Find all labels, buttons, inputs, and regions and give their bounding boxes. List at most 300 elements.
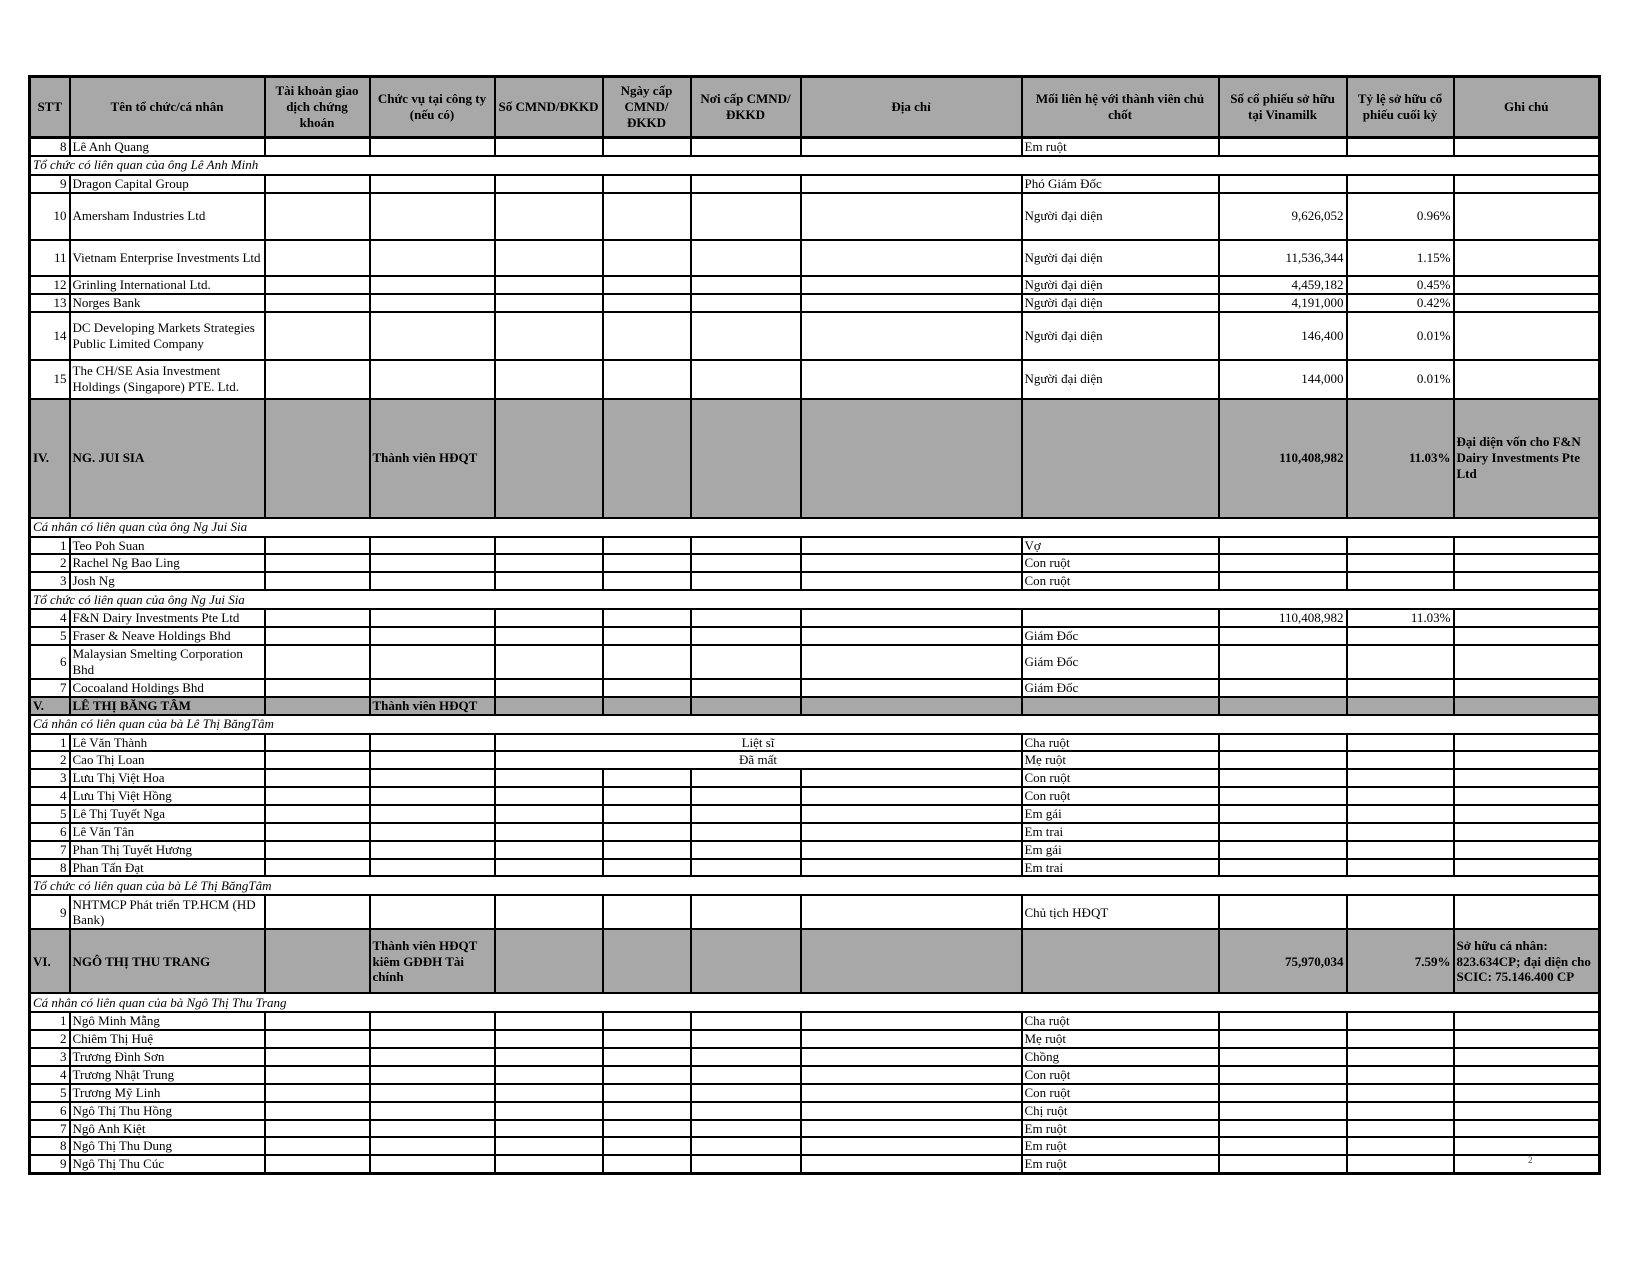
cell-note (1454, 537, 1600, 555)
cell-id-number (495, 1120, 603, 1138)
cell-name: Trương Mỹ Linh (70, 1084, 265, 1102)
cell-id-issue-place (691, 841, 801, 859)
cell-trading-account (265, 609, 370, 627)
cell-shares (1219, 138, 1347, 156)
cell-id-number (495, 193, 603, 240)
cell-relationship: Con ruột (1022, 572, 1219, 590)
cell-percent (1347, 1084, 1454, 1102)
cell-relationship: Em ruột (1022, 1120, 1219, 1138)
cell-name: Ngô Minh Mẫng (70, 1012, 265, 1030)
cell-note (1454, 360, 1600, 399)
cell-relationship: Em trai (1022, 823, 1219, 841)
table-row (30, 138, 1600, 156)
table-row (30, 312, 1600, 360)
cell-shares (1219, 734, 1347, 752)
cell-stt: 9 (30, 175, 70, 193)
cell-trading-account (265, 554, 370, 572)
table-row (30, 1030, 1600, 1048)
cell-id-issue-date (603, 1030, 691, 1048)
cell-shares (1219, 697, 1347, 715)
cell-address (801, 859, 1022, 877)
cell-note (1454, 276, 1600, 294)
cell-relationship (1022, 609, 1219, 627)
cell-note: Đại diện vốn cho F&N Dairy Investments Pte Ltd (1454, 399, 1600, 518)
cell-position (370, 1012, 495, 1030)
cell-shares (1219, 537, 1347, 555)
cell-note (1454, 895, 1600, 929)
cell-note (1454, 859, 1600, 877)
cell-id-issue-place (691, 929, 801, 993)
cell-id-issue-place (691, 1030, 801, 1048)
cell-relationship (1022, 697, 1219, 715)
cell-id-number (495, 1155, 603, 1173)
cell-percent (1347, 751, 1454, 769)
cell-shares (1219, 175, 1347, 193)
table-row (30, 537, 1600, 555)
cell-relationship: Người đại diện (1022, 294, 1219, 312)
page-number: 2 (1528, 1155, 1533, 1165)
cell-trading-account (265, 360, 370, 399)
cell-shares: 75,970,034 (1219, 929, 1347, 993)
cell-stt: V. (30, 697, 70, 715)
cell-percent (1347, 697, 1454, 715)
cell-position: Thành viên HĐQT (370, 697, 495, 715)
cell-position (370, 769, 495, 787)
cell-id-number (495, 645, 603, 679)
cell-percent (1347, 769, 1454, 787)
cell-id-number (495, 360, 603, 399)
cell-relationship: Em gái (1022, 805, 1219, 823)
cell-relationship: Em gái (1022, 841, 1219, 859)
cell-position (370, 240, 495, 276)
cell-stt: 8 (30, 1137, 70, 1155)
cell-position (370, 1084, 495, 1102)
table-row (30, 805, 1600, 823)
cell-note (1454, 294, 1600, 312)
cell-relationship: Người đại diện (1022, 312, 1219, 360)
cell-percent (1347, 805, 1454, 823)
ownership-disclosure-table (28, 75, 1601, 1175)
cell-position (370, 823, 495, 841)
table-row (30, 1102, 1600, 1120)
cell-id-number (495, 929, 603, 993)
header-id-number: Số CMND/ĐKKD (495, 77, 603, 138)
section-label: Tổ chức có liên quan của ông Ng Jui Sia (30, 590, 1600, 609)
cell-percent: 0.42% (1347, 294, 1454, 312)
cell-id-issue-date (603, 1120, 691, 1138)
cell-position (370, 645, 495, 679)
cell-percent (1347, 823, 1454, 841)
cell-trading-account (265, 679, 370, 697)
cell-stt: 9 (30, 1155, 70, 1173)
cell-address (801, 193, 1022, 240)
cell-id-issue-date (603, 1084, 691, 1102)
cell-address (801, 895, 1022, 929)
section-row (30, 715, 1600, 734)
cell-shares (1219, 1137, 1347, 1155)
cell-id-issue-place (691, 399, 801, 518)
cell-shares (1219, 859, 1347, 877)
cell-stt: 5 (30, 805, 70, 823)
key-person-row (30, 929, 1600, 993)
cell-id-issue-place (691, 859, 801, 877)
cell-percent (1347, 138, 1454, 156)
cell-percent (1347, 1066, 1454, 1084)
header-position: Chức vụ tại công ty (nếu có) (370, 77, 495, 138)
cell-stt: IV. (30, 399, 70, 518)
cell-address (801, 1084, 1022, 1102)
cell-note (1454, 609, 1600, 627)
cell-id-issue-place (691, 627, 801, 645)
cell-address (801, 1137, 1022, 1155)
cell-shares (1219, 1048, 1347, 1066)
cell-address (801, 276, 1022, 294)
cell-stt: 11 (30, 240, 70, 276)
cell-relationship: Giám Đốc (1022, 645, 1219, 679)
cell-stt: 1 (30, 734, 70, 752)
cell-shares (1219, 1066, 1347, 1084)
cell-id-number (495, 1102, 603, 1120)
cell-relationship: Giám Đốc (1022, 627, 1219, 645)
cell-relationship: Em trai (1022, 859, 1219, 877)
cell-note (1454, 1030, 1600, 1048)
cell-address (801, 769, 1022, 787)
cell-merged-status: Đã mất (495, 751, 1022, 769)
cell-stt: 14 (30, 312, 70, 360)
cell-stt: 7 (30, 1120, 70, 1138)
cell-relationship: Em ruột (1022, 1137, 1219, 1155)
section-row (30, 518, 1600, 537)
cell-id-issue-place (691, 360, 801, 399)
cell-percent (1347, 175, 1454, 193)
table-row (30, 1048, 1600, 1066)
cell-position (370, 609, 495, 627)
cell-id-issue-date (603, 572, 691, 590)
cell-address (801, 679, 1022, 697)
cell-trading-account (265, 294, 370, 312)
cell-address (801, 697, 1022, 715)
section-row (30, 156, 1600, 175)
cell-name: Teo Poh Suan (70, 537, 265, 555)
cell-name: Grinling International Ltd. (70, 276, 265, 294)
cell-id-number (495, 859, 603, 877)
cell-relationship: Vợ (1022, 537, 1219, 555)
cell-address (801, 627, 1022, 645)
cell-address (801, 294, 1022, 312)
cell-id-number (495, 276, 603, 294)
cell-address (801, 1048, 1022, 1066)
cell-stt: 6 (30, 823, 70, 841)
cell-relationship: Em ruột (1022, 1155, 1219, 1173)
table-row (30, 895, 1600, 929)
cell-trading-account (265, 805, 370, 823)
cell-name: Lê Văn Tân (70, 823, 265, 841)
table-row (30, 679, 1600, 697)
cell-trading-account (265, 823, 370, 841)
table-row (30, 645, 1600, 679)
cell-position (370, 1030, 495, 1048)
cell-shares (1219, 1012, 1347, 1030)
cell-percent (1347, 1012, 1454, 1030)
cell-name: Amersham Industries Ltd (70, 193, 265, 240)
cell-id-issue-date (603, 138, 691, 156)
cell-id-issue-place (691, 138, 801, 156)
cell-name: Cao Thị Loan (70, 751, 265, 769)
cell-address (801, 1012, 1022, 1030)
cell-id-issue-date (603, 1066, 691, 1084)
cell-name: Ngô Thị Thu Cúc (70, 1155, 265, 1173)
cell-trading-account (265, 1048, 370, 1066)
cell-id-issue-date (603, 1155, 691, 1173)
cell-percent: 0.01% (1347, 360, 1454, 399)
cell-note (1454, 193, 1600, 240)
cell-percent (1347, 554, 1454, 572)
cell-note (1454, 1102, 1600, 1120)
cell-id-number (495, 823, 603, 841)
cell-note (1454, 1066, 1600, 1084)
cell-id-number (495, 895, 603, 929)
cell-percent: 1.15% (1347, 240, 1454, 276)
cell-shares (1219, 572, 1347, 590)
cell-relationship: Em ruột (1022, 138, 1219, 156)
cell-stt: 1 (30, 1012, 70, 1030)
table-row (30, 627, 1600, 645)
header-row (30, 77, 1600, 138)
cell-id-issue-date (603, 627, 691, 645)
table-row (30, 859, 1600, 877)
cell-trading-account (265, 841, 370, 859)
cell-stt: 3 (30, 1048, 70, 1066)
cell-id-number (495, 1012, 603, 1030)
cell-shares (1219, 823, 1347, 841)
cell-shares: 4,191,000 (1219, 294, 1347, 312)
cell-id-issue-place (691, 294, 801, 312)
cell-address (801, 841, 1022, 859)
cell-note (1454, 175, 1600, 193)
cell-id-issue-place (691, 697, 801, 715)
cell-address (801, 787, 1022, 805)
cell-id-issue-place (691, 609, 801, 627)
section-row (30, 876, 1600, 895)
cell-shares (1219, 1102, 1347, 1120)
table-row (30, 1120, 1600, 1138)
cell-id-number (495, 787, 603, 805)
cell-relationship: Cha ruột (1022, 1012, 1219, 1030)
cell-note (1454, 751, 1600, 769)
cell-relationship: Chồng (1022, 1048, 1219, 1066)
table-row (30, 294, 1600, 312)
cell-note (1454, 734, 1600, 752)
cell-position (370, 193, 495, 240)
cell-shares: 144,000 (1219, 360, 1347, 399)
cell-relationship: Con ruột (1022, 1066, 1219, 1084)
table-row (30, 1155, 1600, 1173)
cell-relationship: Con ruột (1022, 769, 1219, 787)
cell-shares (1219, 627, 1347, 645)
cell-address (801, 1030, 1022, 1048)
cell-address (801, 645, 1022, 679)
cell-id-issue-date (603, 895, 691, 929)
cell-note: Sở hữu cá nhân: 823.634CP; đại diện cho SCIC: 75.146.400 CP (1454, 929, 1600, 993)
table-row (30, 1084, 1600, 1102)
cell-name: Chiêm Thị Huệ (70, 1030, 265, 1048)
cell-address (801, 1102, 1022, 1120)
cell-percent (1347, 859, 1454, 877)
cell-relationship: Chủ tịch HĐQT (1022, 895, 1219, 929)
cell-id-number (495, 1137, 603, 1155)
cell-name: Phan Tấn Đạt (70, 859, 265, 877)
cell-id-issue-place (691, 193, 801, 240)
cell-shares (1219, 1084, 1347, 1102)
cell-shares: 110,408,982 (1219, 399, 1347, 518)
cell-trading-account (265, 697, 370, 715)
cell-id-number (495, 554, 603, 572)
cell-shares (1219, 1120, 1347, 1138)
cell-id-issue-place (691, 554, 801, 572)
cell-percent (1347, 1102, 1454, 1120)
cell-stt: 5 (30, 627, 70, 645)
cell-id-number (495, 769, 603, 787)
cell-id-issue-date (603, 929, 691, 993)
cell-percent (1347, 572, 1454, 590)
cell-name: Cocoaland Holdings Bhd (70, 679, 265, 697)
cell-relationship: Người đại diện (1022, 240, 1219, 276)
header-stt: STT (30, 77, 70, 138)
cell-id-number (495, 627, 603, 645)
cell-stt: 3 (30, 769, 70, 787)
table-row (30, 751, 1600, 769)
cell-address (801, 1155, 1022, 1173)
cell-percent: 7.59% (1347, 929, 1454, 993)
cell-id-issue-date (603, 841, 691, 859)
cell-id-number (495, 1084, 603, 1102)
cell-shares: 110,408,982 (1219, 609, 1347, 627)
key-person-row (30, 697, 1600, 715)
cell-percent (1347, 627, 1454, 645)
cell-trading-account (265, 193, 370, 240)
cell-stt: 2 (30, 1030, 70, 1048)
cell-percent: 0.45% (1347, 276, 1454, 294)
cell-percent (1347, 1137, 1454, 1155)
cell-note (1454, 769, 1600, 787)
cell-id-issue-date (603, 769, 691, 787)
cell-id-issue-date (603, 1048, 691, 1066)
cell-id-issue-date (603, 312, 691, 360)
cell-position (370, 312, 495, 360)
cell-relationship: Người đại diện (1022, 360, 1219, 399)
cell-position (370, 276, 495, 294)
header-ownership-ratio: Tỷ lệ sở hữu cổ phiếu cuối kỳ (1347, 77, 1454, 138)
cell-stt: 15 (30, 360, 70, 399)
cell-percent (1347, 537, 1454, 555)
cell-shares (1219, 841, 1347, 859)
cell-shares (1219, 554, 1347, 572)
cell-id-number (495, 240, 603, 276)
cell-shares (1219, 645, 1347, 679)
cell-relationship: Người đại diện (1022, 193, 1219, 240)
cell-trading-account (265, 859, 370, 877)
table-row (30, 1066, 1600, 1084)
table-row (30, 841, 1600, 859)
header-relationship: Mối liên hệ với thành viên chủ chốt (1022, 77, 1219, 138)
cell-relationship: Chị ruột (1022, 1102, 1219, 1120)
cell-id-number (495, 312, 603, 360)
cell-id-issue-place (691, 805, 801, 823)
cell-id-issue-place (691, 175, 801, 193)
cell-name: Phan Thị Tuyết Hương (70, 841, 265, 859)
cell-address (801, 929, 1022, 993)
cell-stt: 7 (30, 841, 70, 859)
cell-note (1454, 1120, 1600, 1138)
cell-id-issue-place (691, 823, 801, 841)
cell-id-number (495, 138, 603, 156)
cell-id-issue-date (603, 193, 691, 240)
cell-id-issue-place (691, 1137, 801, 1155)
cell-id-number (495, 572, 603, 590)
cell-name: Vietnam Enterprise Investments Ltd (70, 240, 265, 276)
cell-name: The CH/SE Asia Investment Holdings (Singapore) PTE. Ltd. (70, 360, 265, 399)
cell-shares (1219, 1030, 1347, 1048)
cell-name: DC Developing Markets Strategies Public Limited Company (70, 312, 265, 360)
cell-id-issue-date (603, 1012, 691, 1030)
cell-trading-account (265, 627, 370, 645)
cell-trading-account (265, 1012, 370, 1030)
cell-address (801, 537, 1022, 555)
cell-relationship: Con ruột (1022, 554, 1219, 572)
cell-id-issue-place (691, 1102, 801, 1120)
cell-address (801, 805, 1022, 823)
cell-name: Ngô Anh Kiệt (70, 1120, 265, 1138)
cell-note (1454, 787, 1600, 805)
cell-stt: 5 (30, 1084, 70, 1102)
cell-name: Malaysian Smelting Corporation Bhd (70, 645, 265, 679)
header-name: Tên tổ chức/cá nhân (70, 77, 265, 138)
cell-percent (1347, 645, 1454, 679)
cell-position (370, 1120, 495, 1138)
cell-address (801, 175, 1022, 193)
header-id-issue-place: Nơi cấp CMND/ĐKKD (691, 77, 801, 138)
cell-position (370, 294, 495, 312)
cell-percent (1347, 734, 1454, 752)
cell-trading-account (265, 138, 370, 156)
cell-name: Ngô Thị Thu Hồng (70, 1102, 265, 1120)
cell-note (1454, 1012, 1600, 1030)
header-trading-account: Tài khoản giao dịch chứng khoán (265, 77, 370, 138)
cell-id-issue-place (691, 645, 801, 679)
cell-note (1454, 240, 1600, 276)
cell-address (801, 609, 1022, 627)
cell-id-issue-date (603, 554, 691, 572)
table-header (30, 77, 1600, 138)
header-notes: Ghi chú (1454, 77, 1600, 138)
table-row (30, 360, 1600, 399)
cell-name: Lê Văn Thành (70, 734, 265, 752)
table-row (30, 769, 1600, 787)
cell-id-issue-date (603, 294, 691, 312)
cell-shares (1219, 679, 1347, 697)
cell-id-issue-date (603, 399, 691, 518)
cell-position (370, 175, 495, 193)
cell-position: Thành viên HĐQT (370, 399, 495, 518)
cell-id-issue-date (603, 1137, 691, 1155)
cell-stt: 6 (30, 1102, 70, 1120)
cell-relationship: Giám Đốc (1022, 679, 1219, 697)
cell-percent: 0.01% (1347, 312, 1454, 360)
cell-trading-account (265, 399, 370, 518)
cell-position (370, 537, 495, 555)
cell-id-issue-place (691, 1155, 801, 1173)
cell-position (370, 1102, 495, 1120)
